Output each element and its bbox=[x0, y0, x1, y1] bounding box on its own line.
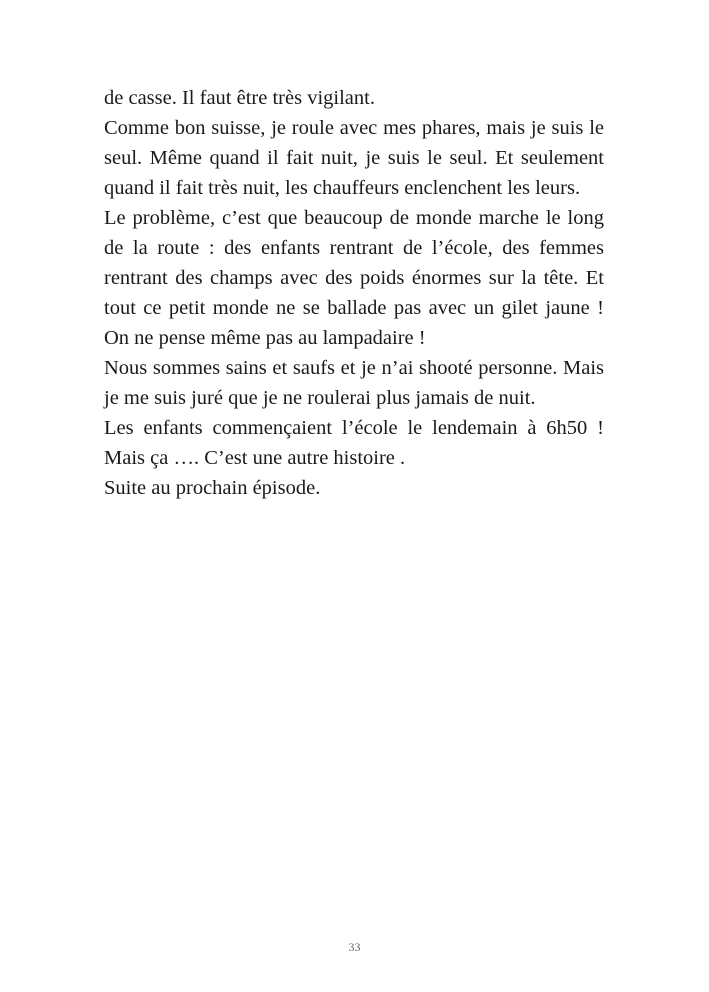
page-number: 33 bbox=[348, 940, 361, 954]
body-text bbox=[104, 83, 604, 503]
paragraph-2: Comme bon suisse, je roule avec mes phares, mais je suis le seul. Même quand il fait nuit, je suis le seul. Et seulement quand il fait très nuit, les chauffeurs enclenchent les leurs. bbox=[104, 117, 604, 199]
paragraph-6: Suite au prochain épisode. bbox=[104, 477, 321, 499]
paragraph-5: Les enfants commençaient l’école le lendemain à 6h50 ! Mais ça …. C’est une autre histoire . bbox=[104, 417, 604, 469]
paragraph-4: Nous sommes sains et saufs et je n’ai shooté personne. Mais je me suis juré que je ne roulerai plus jamais de nuit. bbox=[104, 357, 604, 409]
paragraph-1: de casse. Il faut être très vigilant. bbox=[104, 87, 375, 109]
paragraph-3: Le problème, c’est que beaucoup de monde marche le long de la route : des enfants rentrant de l’école, des femmes rentrant des champs avec des poids énormes sur la tête. Et tout ce petit monde ne se ballade pas avec un gilet jaune ! On ne pense même pas au lampadaire ! bbox=[104, 207, 604, 349]
